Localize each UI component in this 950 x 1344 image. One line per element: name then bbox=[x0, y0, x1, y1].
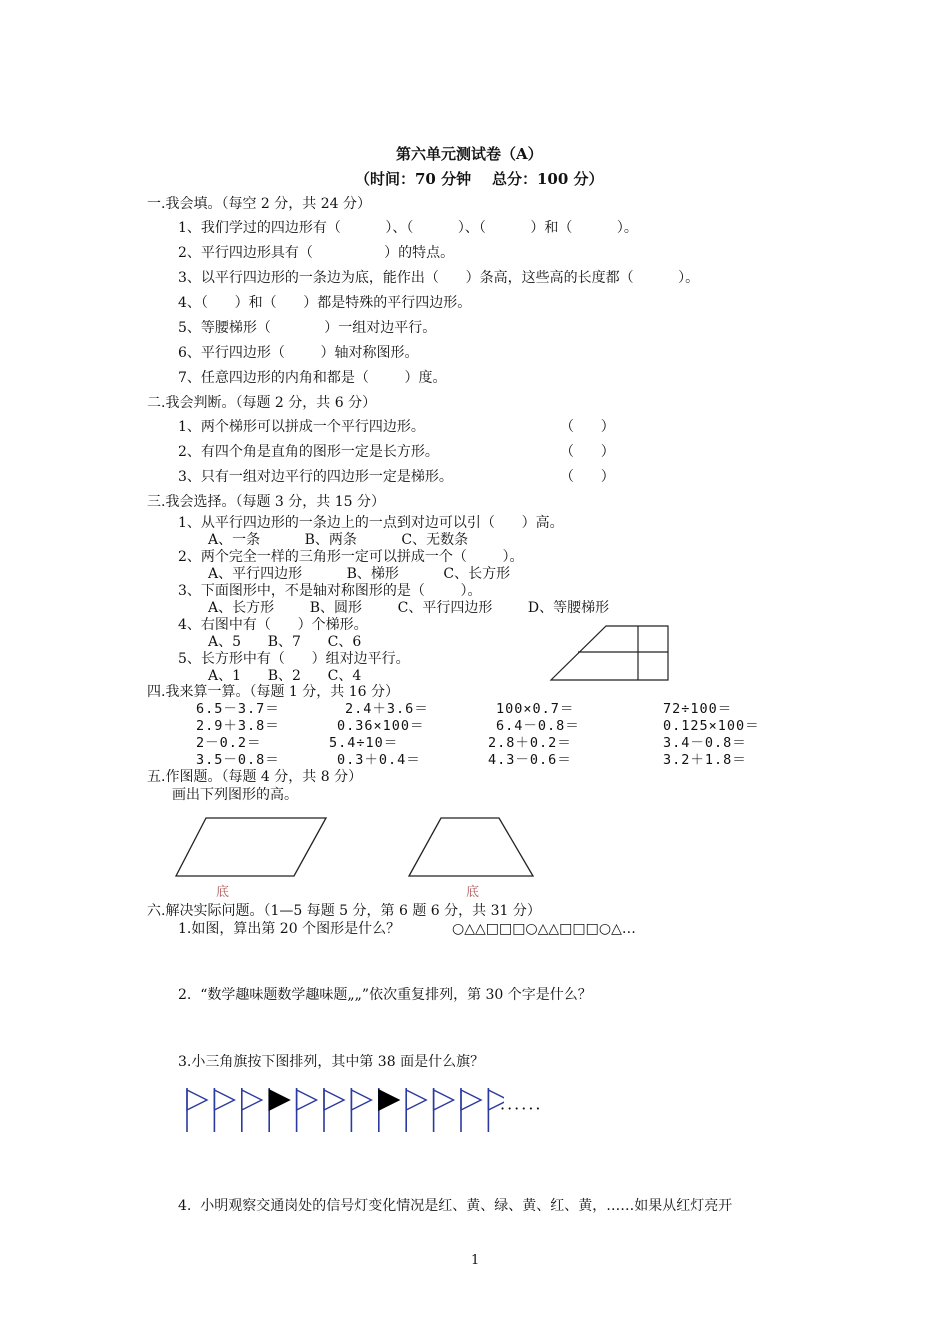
trapezoid-figure bbox=[548, 624, 672, 682]
calc-r2-c4: 0.125×100＝ bbox=[663, 718, 760, 734]
s1-item-3: 3、以平行四边形的一条边为底，能作出（ ）条高，这些高的长度都（ ）。 bbox=[178, 270, 700, 286]
flag-sequence bbox=[184, 1086, 504, 1136]
s6-problem-3: 3.小三角旗按下图排列，其中第 38 面是什么旗？ bbox=[178, 1054, 485, 1070]
calc-r4-c2: 0.3＋0.4＝ bbox=[337, 752, 421, 768]
flag-outline bbox=[297, 1088, 317, 1132]
section-2-heading: 二.我会判断。（每题 2 分，共 6 分） bbox=[147, 395, 377, 411]
s1-item-2: 2、平行四边形具有（ ）的特点。 bbox=[178, 245, 455, 261]
section-6-heading: 六.解决实际问题。（1—5 每题 5 分，第 6 题 6 分，共 31 分） bbox=[147, 903, 541, 919]
s2-item-1-answer: （ ） bbox=[560, 419, 615, 435]
s2-item-2-answer: （ ） bbox=[560, 444, 615, 460]
section-5-heading: 五.作图题。（每题 4 分，共 8 分） bbox=[147, 769, 363, 785]
s6-problem-4: 4. 小明观察交通岗处的信号灯变化情况是红、黄、绿、黄、红、黄，……如果从红灯亮开 bbox=[178, 1198, 733, 1214]
page-title: 第六单元测试卷（A） bbox=[396, 145, 543, 163]
s3-q2-options: A、平行四边形 B、梯形 C、长方形 bbox=[208, 566, 511, 582]
s2-item-3-answer: （ ） bbox=[560, 469, 615, 485]
trapezoid-base-label: 底 bbox=[466, 885, 480, 900]
s1-item-5: 5、等腰梯形（ ）一组对边平行。 bbox=[178, 320, 437, 336]
s3-q1-options: A、一条 B、两条 C、无数条 bbox=[208, 532, 469, 548]
s3-q4: 4、右图中有（ ）个梯形。 bbox=[178, 617, 368, 633]
s3-q1: 1、从平行四边形的一条边上的一点到对边可以引（ ）高。 bbox=[178, 515, 564, 531]
calc-r1-c3: 100×0.7＝ bbox=[496, 701, 575, 717]
s6-problem-2: 2. “数学趣味题数学趣味题„„”依次重复排列，第 30 个字是什么？ bbox=[178, 987, 592, 1003]
calc-r3-c1: 2－0.2＝ bbox=[196, 735, 262, 751]
calc-r4-c3: 4.3－0.6＝ bbox=[488, 752, 572, 768]
calc-r3-c4: 3.4－0.8＝ bbox=[663, 735, 747, 751]
calc-r3-c2: 5.4÷10＝ bbox=[329, 735, 399, 751]
s5-instruction: 画出下列图形的高。 bbox=[172, 787, 298, 803]
s2-item-2: 2、有四个角是直角的图形一定是长方形。 bbox=[178, 444, 439, 460]
s1-item-6: 6、平行四边形（ ）轴对称图形。 bbox=[178, 345, 419, 361]
s6-problem-1: 1.如图，算出第 20 个图形是什么？ bbox=[178, 921, 401, 937]
calc-r1-c1: 6.5－3.7＝ bbox=[196, 701, 280, 717]
s2-item-3: 3、只有一组对边平行的四边形一定是梯形。 bbox=[178, 469, 453, 485]
calc-r2-c2: 0.36×100＝ bbox=[337, 718, 425, 734]
section-1-heading: 一.我会填。（每空 2 分，共 24 分） bbox=[147, 196, 371, 212]
s3-q4-options: A、5 B、7 C、6 bbox=[208, 634, 362, 650]
s3-q5-options: A、1 B、2 C、4 bbox=[208, 668, 362, 684]
s1-item-4: 4、（ ）和（ ）都是特殊的平行四边形。 bbox=[178, 295, 472, 311]
calc-r2-c3: 6.4－0.8＝ bbox=[496, 718, 580, 734]
calc-r2-c1: 2.9＋3.8＝ bbox=[196, 718, 280, 734]
trapezoid-outline bbox=[551, 626, 668, 680]
trapezoid-draw-outline bbox=[409, 818, 533, 876]
section-4-heading: 四.我来算一算。（每题 1 分，共 16 分） bbox=[147, 684, 399, 700]
flag-outline bbox=[324, 1088, 344, 1132]
trapezoid-draw-figure bbox=[405, 814, 539, 880]
parallelogram-outline bbox=[176, 818, 326, 876]
s1-item-7: 7、任意四边形的内角和都是（ ）度。 bbox=[178, 370, 447, 386]
s2-item-1: 1、两个梯形可以拼成一个平行四边形。 bbox=[178, 419, 425, 435]
parallelogram-base-label: 底 bbox=[216, 885, 230, 900]
section-3-heading: 三.我会选择。（每题 3 分，共 15 分） bbox=[147, 494, 385, 510]
calc-r1-c2: 2.4＋3.6＝ bbox=[345, 701, 429, 717]
flag-filled bbox=[379, 1088, 399, 1132]
calc-r3-c3: 2.8＋0.2＝ bbox=[488, 735, 572, 751]
calc-r4-c1: 3.5－0.8＝ bbox=[196, 752, 280, 768]
page-number: 1 bbox=[471, 1253, 480, 1268]
flag-outline bbox=[434, 1088, 454, 1132]
s1-item-1: 1、我们学过的四边形有（ ）、（ ）、（ ）和（ ）。 bbox=[178, 220, 638, 236]
calc-r4-c4: 3.2＋1.8＝ bbox=[663, 752, 747, 768]
flag-outline bbox=[406, 1088, 426, 1132]
s3-q2: 2、两个完全一样的三角形一定可以拼成一个（ ）。 bbox=[178, 549, 524, 565]
flag-filled bbox=[269, 1088, 289, 1132]
flag-outline bbox=[187, 1088, 207, 1132]
flag-outline bbox=[242, 1088, 262, 1132]
s3-q3-options: A、长方形 B、圆形 C、平行四边形 D、等腰梯形 bbox=[208, 600, 610, 616]
s3-q3: 3、下面图形中，不是轴对称图形的是（ ）。 bbox=[178, 583, 482, 599]
flag-outline bbox=[351, 1088, 371, 1132]
s6-problem-1-sequence: ○△△□□□○△△□□□○△… bbox=[452, 921, 636, 937]
flag-outline bbox=[461, 1088, 481, 1132]
parallelogram-figure bbox=[172, 814, 332, 880]
flag-sequence-ellipsis: ······ bbox=[500, 1099, 543, 1118]
s3-q5: 5、长方形中有（ ）组对边平行。 bbox=[178, 651, 410, 667]
calc-r1-c4: 72÷100＝ bbox=[663, 701, 733, 717]
page-subtitle: （时间：70 分钟 总分：100 分） bbox=[355, 170, 604, 188]
flag-outline bbox=[214, 1088, 234, 1132]
